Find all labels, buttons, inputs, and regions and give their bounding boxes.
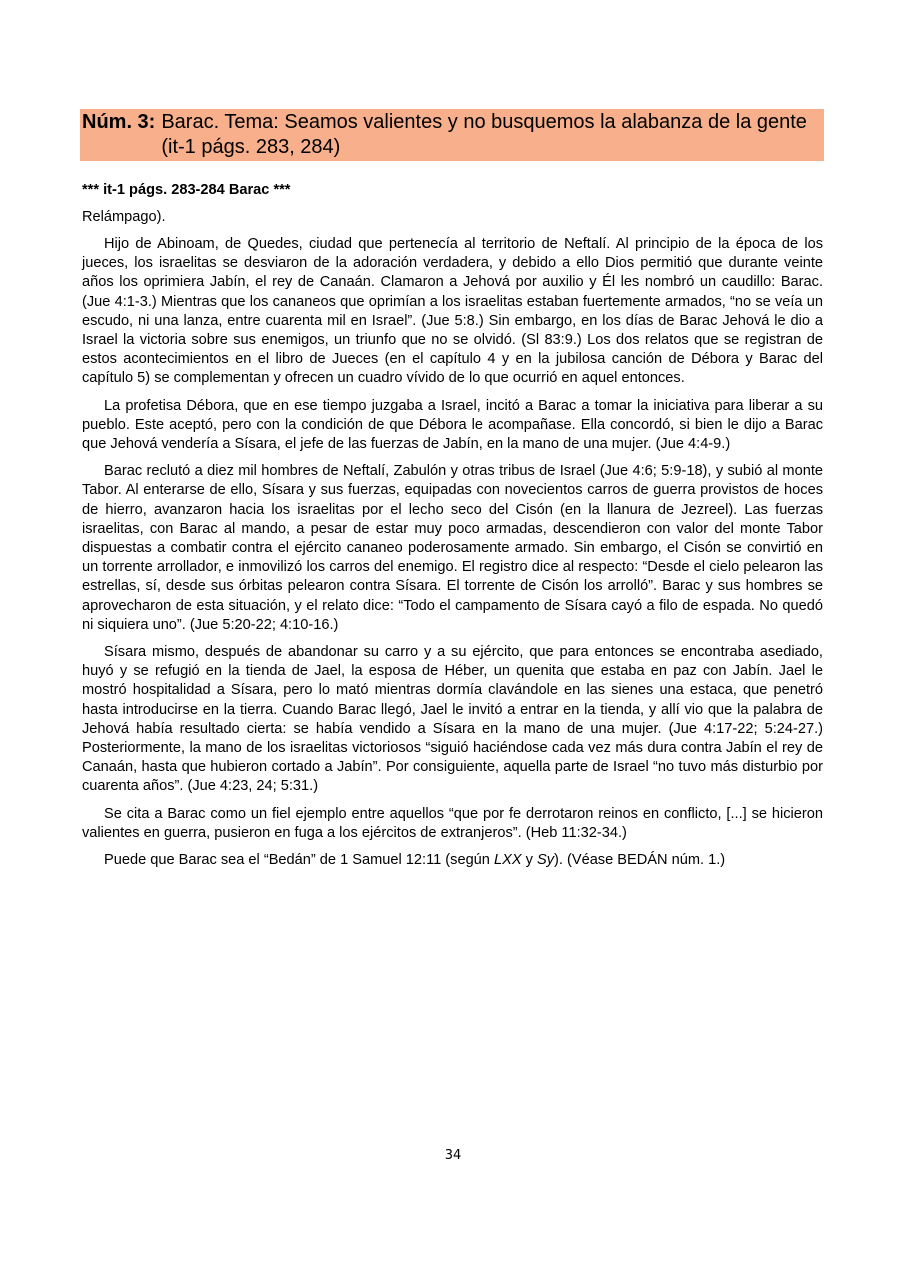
body-paragraph-5: Se cita a Barac como un fiel ejemplo entre aquellos “que por fe derrotaron reinos en conflicto, [...] se hicieron valientes en guerra, pusieron en fuga a los ejércitos de extranjeros”. (Heb 11:32-34.)	[82, 805, 823, 841]
intro-text: Relámpago).	[82, 209, 166, 225]
source-reference: *** it-1 págs. 283-284 Barac ***	[82, 182, 291, 198]
body-paragraph-6	[80, 851, 824, 870]
lxx-abbreviation: LXX	[493, 852, 522, 869]
body-paragraph-3: Barac reclutó a diez mil hombres de Neftalí, Zabulón y otras tribus de Israel (Jue 4:6; 5:9-18), y subió al monte Tabor. Al enterarse de ello, Sísara y sus fuerzas, equipadas con novecientos carros de guerra provistos de hoces de hierro, avanzaron hacia los israelitas por el lecho seco del Cisón (en la llanura de Jezreel). Las fuerzas israelitas, con Barac al mando, a pesar de estar muy poco armadas, descendieron con valor del monte Tabor dispuestas a combatir contra el ejército cananeo poderosamente armado. Sin embargo, el Cisón se convirtió en un torrente arrollador, e inmovilizó los carros del enemigo. El registro dice al respecto: “Desde el cielo pelearon las estrellas, sí, desde sus órbitas pelearon contra Sísara. El torrente de Cisón los arrolló”. Barac y sus hombres se aprovecharon de esta situación, y el relato dice: “Todo el campamento de Sísara cayó a filo de espada. No quedó ni siquiera uno”. (Jue 5:20-22; 4:10-16.)	[82, 463, 823, 633]
heading-title: Barac. Tema: Seamos valientes y no busquemos la alabanza de la gente (it-1 págs. 283, 284)	[161, 111, 807, 158]
body-paragraph-4: Sísara mismo, después de abandonar su carro y a su ejército, que para entonces se encontraba asediado, huyó y se refugió en la tienda de Jael, la esposa de Héber, un quenita que estaba en paz con Jabín. Jael le mostró hospitalidad a Sísara, pero lo mató mientras dormía clavándole en las sienes una estaca, que penetró hasta introducirse en la tierra. Cuando Barac llegó, Jael le invitó a entrar en la tienda, y allí vio que la palabra de Jehová había resultado cierta: se había vendido a Sísara en la mano de una mujer. (Jue 4:17-22; 5:24-27.) Posteriormente, la mano de los israelitas victoriosos “siguió haciéndose cada vez más dura contra Jabín el rey de Canaán, hasta que hubieron cortado a Jabín”. Por consiguiente, aquella parte de Israel “no tuvo más disturbio por cuarenta años”. (Jue 4:23, 24; 5:31.)	[82, 644, 823, 795]
heading-number: Núm. 3:	[82, 111, 156, 133]
body-paragraph-1: Hijo de Abinoam, de Quedes, ciudad que pertenecía al territorio de Neftalí. Al principio de la época de los jueces, los israelitas se desviaron de la adoración verdadera, y debido a ello Dios permitió que durante veinte años los oprimiera Jabín, el rey de Canaán. Clamaron a Jehová por auxilio y Él les nombró un caudillo: Barac. (Jue 4:1-3.) Mientras que los cananeos que oprimían a los israelitas estaban fuertemente armados, “no se veía un escudo, ni una lanza, entre cuarenta mil en Israel”. (Jue 5:8.) Sin embargo, en los días de Barac Jehová le dio a Israel la victoria sobre sus enemigos, un triunfo que no se olvidó. (Sl 83:9.) Los dos relatos que se registran de estos acontecimientos en el libro de Jueces (en el capítulo 4 y en la jubilosa canción de Débora y Barac del capítulo 5) se complementan y ofrecen un cuadro vívido de lo que ocurrió en aquel entonces.	[82, 236, 823, 387]
section-heading	[80, 109, 824, 161]
sy-abbreviation: Sy	[536, 852, 555, 869]
paragraph-6-text-a: Puede que Barac sea el “Bedán” de 1 Samuel 12:11 (según	[104, 852, 494, 869]
body-paragraph-2: La profetisa Débora, que en ese tiempo juzgaba a Israel, incitó a Barac a tomar la iniciativa para liberar a su pueblo. Este aceptó, pero con la condición de que Débora le acompañase. Ella concordó, si bien le dijo a Barac que Jehová vendería a Sísara, el jefe de las fuerzas de Jabín, en la mano de una mujer. (Jue 4:4-9.)	[82, 397, 823, 453]
paragraph-6-text-b: y	[521, 852, 537, 869]
paragraph-6-text-c: ). (Véase BEDÁN núm. 1.)	[554, 852, 726, 869]
document-page	[80, 109, 824, 870]
page-number: 34	[444, 1148, 462, 1163]
